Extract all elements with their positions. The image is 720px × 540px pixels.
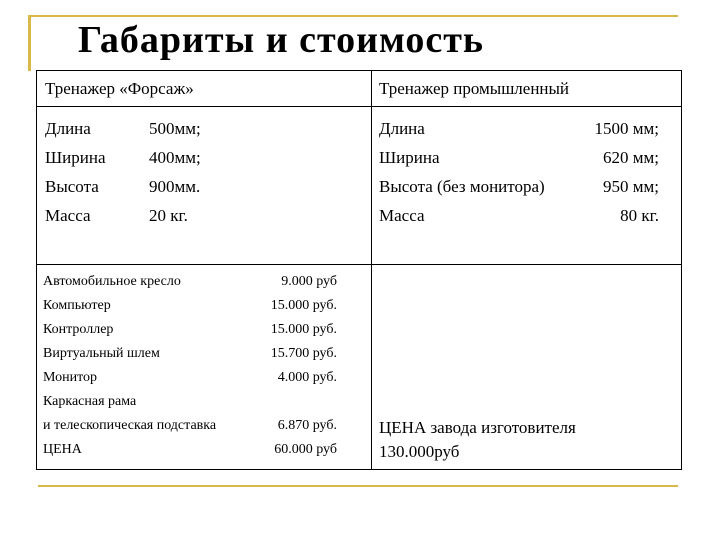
list-item <box>43 346 337 370</box>
total-price-value: 60.000 руб <box>274 442 337 457</box>
right-column-header: Тренажер промышленный <box>379 79 570 98</box>
component-label: Автомобильное кресло <box>43 274 181 289</box>
list-item <box>43 442 337 466</box>
component-label: Виртуальный шлем <box>43 346 160 361</box>
dimension-row <box>45 206 345 235</box>
component-label: Каркасная рама <box>43 394 137 409</box>
dimension-label: Ширина <box>45 148 106 167</box>
dimension-value: 1500 мм; <box>594 119 659 138</box>
dimension-value: 620 мм; <box>603 148 659 167</box>
dimension-value: 80 кг. <box>620 206 659 225</box>
component-price: 15.700 руб. <box>270 346 337 361</box>
list-item <box>43 394 337 418</box>
decorative-bottom-line <box>38 485 678 487</box>
component-label: и телескопическая подставка <box>43 418 217 433</box>
list-item <box>43 322 337 346</box>
decorative-top-line <box>28 15 678 17</box>
component-label: Контроллер <box>43 322 114 337</box>
dimension-row <box>379 206 659 235</box>
dimension-value: 20 кг. <box>149 206 188 225</box>
component-price: 4.000 руб. <box>277 370 337 385</box>
spec-comparison-table <box>36 70 682 470</box>
dimension-label: Ширина <box>379 148 440 167</box>
dimension-row <box>379 119 659 148</box>
component-price: 9.000 руб <box>281 274 337 289</box>
dimension-value: 500мм; <box>149 119 201 138</box>
decorative-vertical-line <box>28 15 31 71</box>
dimension-row <box>45 148 345 177</box>
dimension-value: 400мм; <box>149 148 201 167</box>
dimension-row <box>45 177 345 206</box>
dimension-label: Масса <box>379 206 425 225</box>
dimension-row <box>379 148 659 177</box>
left-dimensions <box>45 119 345 235</box>
dimension-value: 900мм. <box>149 177 201 196</box>
component-label: Монитор <box>43 370 98 385</box>
component-cost-list <box>43 274 337 466</box>
dimension-row <box>379 177 659 206</box>
dimension-label: Длина <box>45 119 91 138</box>
total-price-label: ЦЕНА <box>43 442 82 457</box>
left-column-header: Тренажер «Форсаж» <box>45 79 194 98</box>
list-item <box>43 418 337 442</box>
manufacturer-price-value: 130.000руб <box>379 442 460 461</box>
dimension-label: Высота <box>45 177 99 196</box>
dimension-label: Высота (без монитора) <box>379 177 545 196</box>
list-item <box>43 274 337 298</box>
component-price: 15.000 руб. <box>270 298 337 313</box>
component-label: Компьютер <box>43 298 111 313</box>
list-item <box>43 298 337 322</box>
component-price: 15.000 руб. <box>270 322 337 337</box>
dimension-label: Масса <box>45 206 91 225</box>
component-price: 6.870 руб. <box>277 418 337 433</box>
dimension-row <box>45 119 345 148</box>
manufacturer-price-label: ЦЕНА завода изготовителя <box>379 418 576 437</box>
right-dimensions <box>379 119 659 235</box>
section-divider <box>37 264 681 265</box>
header-divider <box>37 106 681 107</box>
list-item <box>43 370 337 394</box>
page-title: Габариты и стоимость <box>78 19 485 61</box>
dimension-label: Длина <box>379 119 425 138</box>
manufacturer-price <box>379 416 576 464</box>
column-divider <box>371 71 372 469</box>
dimension-value: 950 мм; <box>603 177 659 196</box>
